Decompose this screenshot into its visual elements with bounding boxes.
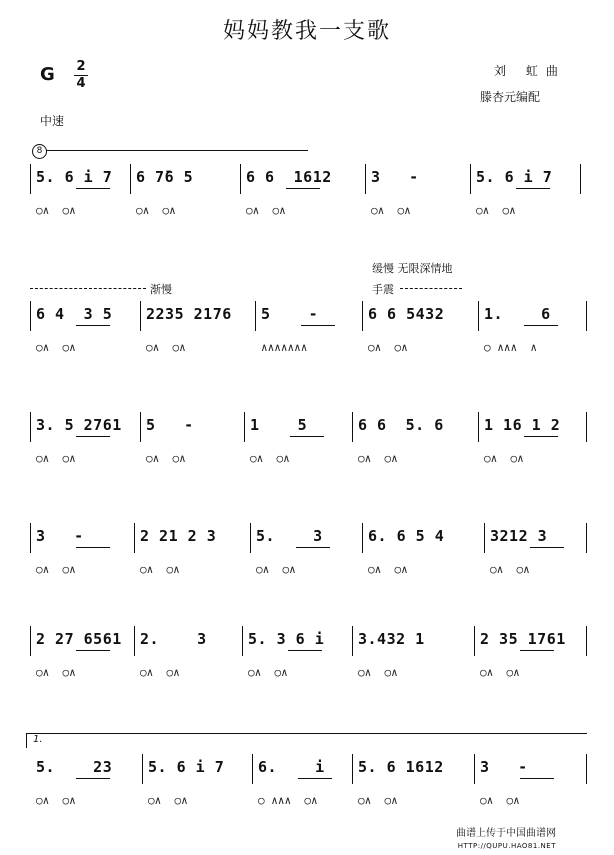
measure-fingering: ○∧ ○∧ [36, 666, 76, 679]
measure-fingering: ○∧ ○∧ [484, 452, 524, 465]
measure-fingering: ○∧ ○∧ [36, 341, 76, 354]
measure-fingering: ○ ∧∧∧ ∧ [484, 341, 537, 354]
measure-notes: 3. 5 2761 [36, 416, 122, 434]
measure-notes: 3 - [480, 758, 528, 776]
beam-underline [290, 436, 324, 437]
beam-underline [530, 547, 564, 548]
barline [470, 164, 471, 194]
measure-notes: 5 - [146, 416, 194, 434]
barline [250, 523, 251, 553]
barline [30, 301, 31, 331]
measure-notes: 2 35 1761 [480, 630, 566, 648]
watermark-line-1: 曲谱上传于中国曲谱网 [456, 828, 556, 839]
beam-underline [524, 325, 558, 326]
measure-notes: 3 - [371, 168, 419, 186]
barline [130, 164, 131, 194]
measure-notes: 3.432 1 [358, 630, 425, 648]
measure-notes: 1. 6 [484, 305, 551, 323]
measure-fingering: ○∧ ○∧ [480, 666, 520, 679]
measure-fingering: ○∧ ○∧ [358, 452, 398, 465]
measure-fingering: ○∧ ○∧ [140, 563, 180, 576]
time-signature-top: 2 [76, 59, 86, 74]
measure-notes: 5. 6 i 7 [148, 758, 225, 776]
barline [255, 301, 256, 331]
barline [586, 754, 587, 784]
page-title: 妈妈教我一支歌 [222, 19, 391, 44]
barline [242, 626, 243, 656]
barline [134, 626, 135, 656]
key-signature: G [40, 64, 55, 85]
intro-mark: 8 [32, 144, 47, 159]
measure-fingering: ○∧ ○∧ [146, 341, 186, 354]
measure-notes: 6 6 5432 [368, 305, 445, 323]
measure-fingering: ○∧ ○∧ [136, 204, 176, 217]
rit-marking-2: 缓慢 无限深情地 [372, 262, 453, 275]
beam-underline [520, 650, 554, 651]
barline [134, 523, 135, 553]
measure-fingering: ○∧ ○∧ [146, 452, 186, 465]
measure-notes: 5. 6 i 7 [476, 168, 553, 186]
barline [586, 301, 587, 331]
barline [586, 412, 587, 442]
arranger-credit: 滕杏元编配 [480, 90, 541, 104]
beam-underline [286, 188, 320, 189]
barline [140, 301, 141, 331]
beam-underline [76, 325, 110, 326]
measure-notes: 6 7̄6 5 [136, 168, 194, 186]
barline [240, 164, 241, 194]
beam-underline [296, 547, 330, 548]
barline [365, 164, 366, 194]
measure-fingering: ○ ∧∧∧ ○∧ [258, 794, 318, 807]
barline [586, 626, 587, 656]
measure-notes: 5 - [261, 305, 319, 323]
measure-fingering: ○∧ ○∧ [36, 563, 76, 576]
barline [580, 164, 581, 194]
barline [252, 754, 253, 784]
rit-marking-1: 渐慢 [150, 283, 172, 296]
measure-notes: 2. 3 [140, 630, 207, 648]
barline [474, 754, 475, 784]
measure-fingering: ○∧ ○∧ [36, 204, 76, 217]
beam-underline [298, 778, 332, 779]
beam-underline [520, 778, 554, 779]
measure-notes: 5. 6 1612 [358, 758, 444, 776]
time-signature [74, 60, 88, 91]
barline [478, 301, 479, 331]
measure-notes: 3212 3 [490, 527, 548, 545]
beam-underline [524, 436, 558, 437]
barline [352, 754, 353, 784]
measure-notes: 5. 23 [36, 758, 113, 776]
vibrato-dash [400, 288, 462, 289]
beam-underline [516, 188, 550, 189]
beam-underline [76, 436, 110, 437]
measure-notes: 5. 3 6 i [248, 630, 325, 648]
measure-notes: 2235 2176 [146, 305, 232, 323]
barline [30, 523, 31, 553]
barline [30, 412, 31, 442]
measure-notes: 6 6 5. 6 [358, 416, 444, 434]
beam-underline [288, 650, 322, 651]
measure-notes: 6. i [258, 758, 325, 776]
measure-fingering: ○∧ ○∧ [368, 563, 408, 576]
phrase-slur-1 [46, 150, 308, 155]
measure-fingering: ∧∧∧∧∧∧∧ [261, 341, 308, 354]
barline [244, 412, 245, 442]
measure-notes: 6 4 3 5 [36, 305, 113, 323]
tempo-marking: 中速 [40, 114, 65, 128]
measure-fingering: ○∧ ○∧ [368, 341, 408, 354]
measure-notes: 6 6 1612 [246, 168, 332, 186]
barline [352, 412, 353, 442]
vibrato-marking: 手震 [372, 283, 394, 296]
barline [142, 754, 143, 784]
volta-bracket [26, 733, 587, 748]
rit-dash-1 [30, 288, 146, 289]
beam-underline [76, 547, 110, 548]
measure-fingering: ○∧ ○∧ [371, 204, 411, 217]
measure-notes: 1 16 1 2 [484, 416, 561, 434]
measure-fingering: ○∧ ○∧ [490, 563, 530, 576]
measure-fingering: ○∧ ○∧ [148, 794, 188, 807]
measure-fingering: ○∧ ○∧ [36, 452, 76, 465]
measure-fingering: ○∧ ○∧ [480, 794, 520, 807]
measure-notes: 5. 6 i 7 [36, 168, 113, 186]
measure-fingering: ○∧ ○∧ [246, 204, 286, 217]
barline [30, 626, 31, 656]
time-signature-bottom: 4 [76, 76, 86, 91]
measure-notes: 3 - [36, 527, 84, 545]
beam-underline [76, 650, 110, 651]
barline [362, 523, 363, 553]
measure-fingering: ○∧ ○∧ [248, 666, 288, 679]
barline [484, 523, 485, 553]
barline [474, 626, 475, 656]
measure-notes: 5. 3 [256, 527, 323, 545]
barline [478, 412, 479, 442]
measure-notes: 1 5 [250, 416, 308, 434]
beam-underline [301, 325, 335, 326]
barline [362, 301, 363, 331]
watermark-footer [456, 828, 556, 852]
beam-underline [76, 188, 110, 189]
measure-fingering: ○∧ ○∧ [250, 452, 290, 465]
barline [30, 164, 31, 194]
barline [586, 523, 587, 553]
beam-underline [76, 778, 110, 779]
measure-notes: 2 21 2 3 [140, 527, 217, 545]
measure-fingering: ○∧ ○∧ [476, 204, 516, 217]
measure-fingering: ○∧ ○∧ [358, 794, 398, 807]
volta-label: 1. [33, 734, 43, 745]
measure-notes: 6. 6 5 4 [368, 527, 445, 545]
watermark-line-2: HTTP://QUPU.HAO81.NET [457, 842, 556, 850]
measure-fingering: ○∧ ○∧ [256, 563, 296, 576]
barline [140, 412, 141, 442]
measure-fingering: ○∧ ○∧ [36, 794, 76, 807]
measure-fingering: ○∧ ○∧ [140, 666, 180, 679]
measure-notes: 2 27 6561 [36, 630, 122, 648]
composer-credit: 刘 虹曲 [494, 64, 566, 78]
measure-fingering: ○∧ ○∧ [358, 666, 398, 679]
barline [352, 626, 353, 656]
